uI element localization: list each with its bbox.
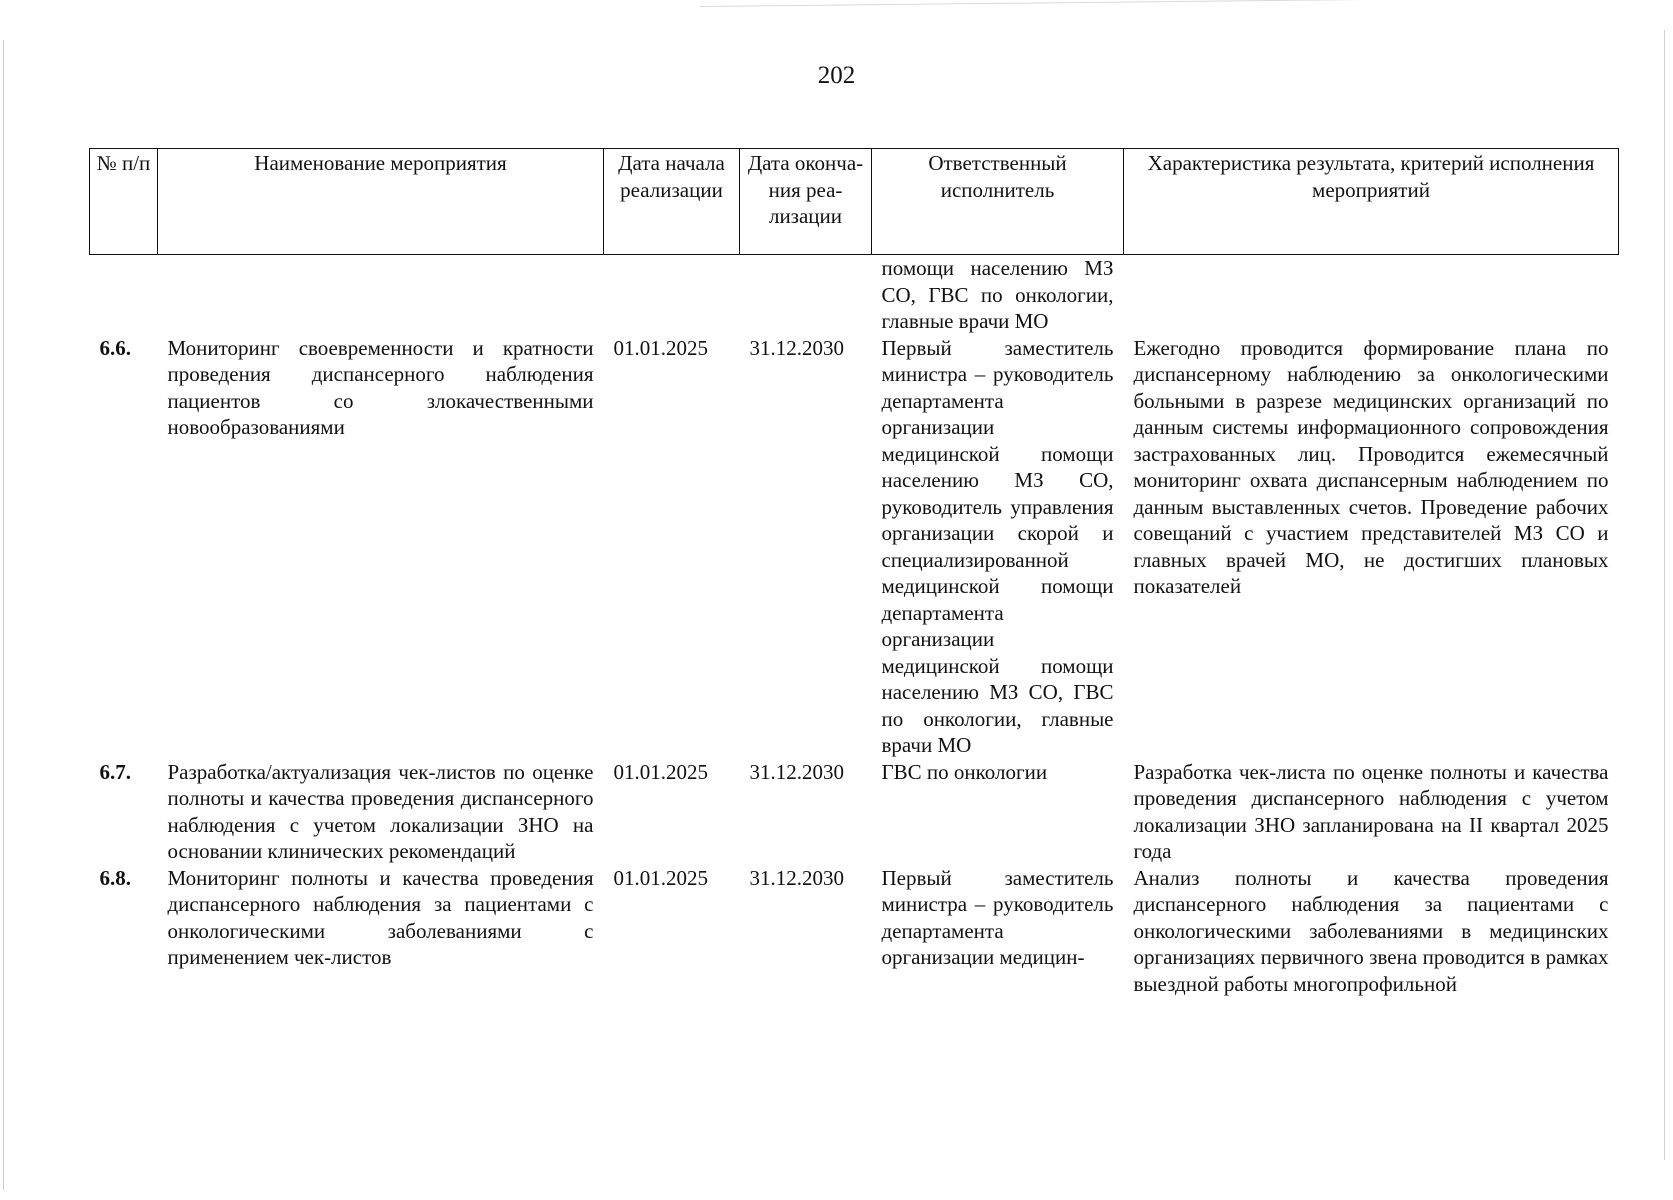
row-end-date: 31.12.2030 (749, 759, 844, 784)
row-start-date: 01.01.2025 (613, 865, 708, 890)
scan-edge-right (1664, 30, 1665, 1160)
header-result: Характеристика результата, критерий исполнения мероприятий (1124, 149, 1619, 255)
row-name: Мониторинг полноты и качества проведения диспансерного наблюдения за пациентами с онкологическими заболеваниями с применением чек-листов (167, 865, 594, 969)
row-result: Анализ полноты и качества проведения диспансерного наблюдения за пациентами с онкологическими заболеваниями в медицинских организациях первичного звена проводится в рамках выездной работы многопрофильной (1133, 865, 1609, 996)
scan-edge-left (3, 40, 4, 1190)
row-start-date: 01.01.2025 (613, 759, 708, 784)
row-num: 6.8. (99, 865, 131, 890)
page-number: 202 (817, 62, 856, 89)
plan-table (89, 148, 1619, 997)
row-name: Мониторинг своевременности и кратности проведения диспансерного наблюдения пациентов со злокачественными новообразованиями (167, 335, 594, 439)
row-result: Ежегодно проводится формирование плана по диспансерному наблюдению за онкологическими больными в разрезе медицинских организаций по данным системы информационного сопровождения застрахованных лиц. Проводится ежемесячный мониторинг охвата диспансерным наблюдением по данным выставленных счетов. Проведение рабочих совещаний с участием представителей МЗ СО и главных врачей МО, не достигших плановых показателей (1133, 335, 1609, 598)
header-start-date: Дата начала реализации (604, 149, 740, 255)
row-responsible: Первый заместитель министра – руководитель департамента организации медицин- (881, 865, 1114, 969)
row-start-date (604, 255, 740, 335)
row-end-date: 31.12.2030 (749, 865, 844, 890)
row-responsible: помощи населению МЗ СО, ГВС по онкологии, главные врачи МО (881, 256, 1114, 333)
table-row (90, 335, 1619, 759)
table-row (90, 865, 1619, 998)
table-header (90, 149, 1619, 255)
row-responsible: ГВС по онкологии (881, 759, 1048, 784)
row-result: Разработка чек-листа по оценке полноты и качества проведения диспансерного наблюдения с учетом локализации ЗНО запланирована на II квартал 2025 года (1133, 759, 1609, 863)
row-end-date: 31.12.2030 (749, 335, 844, 360)
row-num (90, 255, 158, 335)
table-row (90, 255, 1619, 335)
header-end-date: Дата оконча-ния реа-лизации (740, 149, 872, 255)
header-num: № п/п (90, 149, 158, 255)
row-start-date: 01.01.2025 (613, 335, 708, 360)
row-end-date (740, 255, 872, 335)
row-result (1124, 255, 1619, 335)
header-responsible: Ответственный исполнитель (872, 149, 1124, 255)
scan-edge-top (700, 0, 1640, 7)
table-row (90, 759, 1619, 865)
row-num: 6.6. (99, 335, 131, 360)
header-name: Наименование мероприятия (158, 149, 604, 255)
row-num: 6.7. (99, 759, 131, 784)
row-name (158, 255, 604, 335)
row-name: Разработка/актуализация чек-листов по оценке полноты и качества проведения диспансерного наблюдения с учетом локализации ЗНО на основании клинических рекомендаций (167, 759, 594, 863)
row-responsible: Первый заместитель министра – руководитель департамента организации медицинской помощи населению МЗ СО, руководитель управления организации скорой и специализированной медицинской помощи департамента организации медицинской помощи населению МЗ СО, ГВС по онкологии, главные врачи МО (881, 335, 1114, 757)
